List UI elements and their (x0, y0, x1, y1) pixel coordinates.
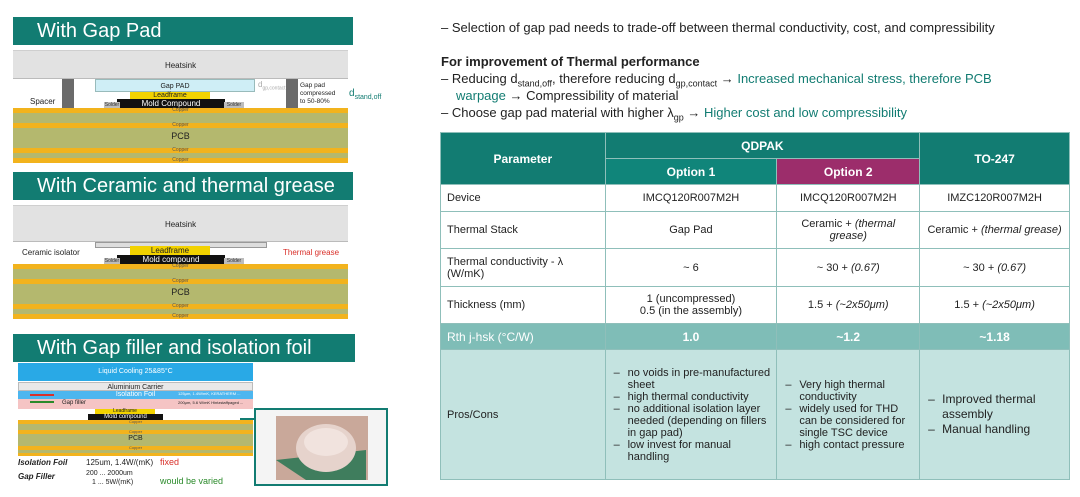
section-title-ceramic: With Ceramic and thermal grease (13, 172, 353, 200)
isolation-foil-layer: Isolation Foil (18, 391, 253, 399)
varied-label: would be varied (160, 476, 224, 486)
intro-bullet: – Selection of gap pad needs to trade-off between thermal conductivity, cost, and compressibility (441, 20, 995, 35)
pcb-stack-3: Copper Copper PCB Copper (18, 420, 253, 456)
spacer-post-left (62, 79, 74, 108)
arrow-foil (30, 394, 54, 396)
option-2-pros-list: – Very high thermal conductivity – widely used for THD can be considered for single TSC device – high contact pressure (783, 379, 913, 451)
compression-note: Gap pad compressed to 50-80% (300, 82, 336, 105)
table-row: Thickness (mm) 1 (uncompressed) 0.5 (in the assembly) 1.5 + (~2x50μm) 1.5 + (~2x50μm) (441, 287, 1070, 324)
pcb-label: PCB (171, 131, 190, 141)
header-to247: TO-247 (920, 133, 1070, 185)
header-qdpak: QDPAK (605, 133, 920, 159)
fixed-label: fixed (160, 457, 180, 467)
spacer-post-right (286, 79, 298, 108)
bullet-gap-pad-material: – Choose gap pad material with higher $\lambda_{gp}$ → Higher cost and low compressibility (441, 105, 907, 123)
aluminium-carrier-layer: Aluminium Carrier (18, 382, 253, 391)
foil-spec: 125μm, 1.4W/mK, KERATHERM ... (178, 391, 241, 396)
gap-filler-label: Gap filler (62, 400, 87, 406)
liquid-cooling-layer: Liquid Cooling 25&85°C (18, 363, 253, 381)
solder-left-2: Solder (104, 258, 120, 264)
table-row-pros-cons: Pros/Cons – no voids in pre-manufactured sheet – high thermal conductivity – no additional isolation layer needed (depending on fillers in gap pad) – low invest for manual handling – Very high thermal conductivity – widely used for THD can be considered for single TSC device – high contact pressure – Improved thermal assembly – Manual handling (441, 350, 1070, 480)
leadframe: Leadframe (130, 92, 210, 100)
header-option-2: Option 2 (777, 159, 920, 185)
pcb-label-3: PCB (128, 435, 143, 442)
mold-compound: Mold Compound (117, 99, 225, 108)
foil-value: 125um, 1.4W/(mK) (86, 458, 154, 467)
bullet-reduce-standoff-cont: warpage → Compressibility of material (456, 88, 679, 103)
solder-right: Solder (224, 102, 244, 108)
solder-right-2: Solder (224, 258, 244, 264)
solder-left: Solder (104, 102, 120, 108)
leadframe-3: Leadframe (95, 409, 155, 414)
section-heading: For improvement of Thermal performance (441, 54, 700, 69)
spacer-label: Spacer (30, 97, 56, 106)
thermal-grease-label: Thermal grease (283, 248, 340, 257)
heatsink-layer: Heatsink (13, 50, 348, 79)
section-title-gap-filler: With Gap filler and isolation foil (13, 334, 355, 362)
foil-label: Isolation Foil (18, 458, 68, 467)
section-title-gap-pad: With Gap Pad (13, 17, 353, 45)
header-option-1: Option 1 (605, 159, 777, 185)
table-row: Device IMCQ120R007M2H IMCQ120R007M2H IMZC120R007M2H (441, 185, 1070, 212)
leadframe-2: Leadframe (130, 246, 210, 255)
mold-compound-2: Mold compound (117, 255, 225, 264)
mold-compound-3: Mold compound (88, 414, 163, 420)
pcb-label-2: PCB (171, 287, 190, 297)
photo-pointer (240, 418, 256, 420)
arrow-filler (30, 401, 54, 403)
filler-value-2: 1 ... 5W/(mK) (92, 479, 134, 486)
table-row-rth: Rth j-hsk (°C/W) 1.0 ~1.2 ~1.18 (441, 324, 1070, 350)
header-parameter: Parameter (441, 133, 606, 185)
bullet-reduce-standoff: – Reducing $d_{stand,off}$, therefore reducing $d_{gp,contact}$ → Increased mechanical stress, therefore PCB (441, 71, 992, 89)
to247-pros-list: – Improved thermal assembly – Manual handling (926, 392, 1063, 437)
component-photo-frame (254, 408, 388, 486)
d-stand-off-label: $d_{stand,off}$ (349, 88, 382, 101)
option-1-pros-list: – no voids in pre-manufactured sheet – high thermal conductivity – no additional isolation layer needed (depending on fillers in gap pad) – low invest for manual handling (612, 367, 771, 463)
pcb-stack-1: Copper Copper PCB Copper Copper (13, 108, 348, 163)
gap-filler-spec: 200μm, 5.6 W/mK Hintzstaffpaged ... (178, 400, 244, 405)
table-row: Thermal conductivity - λ (W/mK) ~ 6 ~ 30 + (0.67) ~ 30 + (0.67) (441, 249, 1070, 287)
filler-value-1: 200 ... 2000um (86, 470, 133, 477)
d-gp-contact-label: $d_{gp,contact}$ (258, 80, 286, 92)
pcb-stack-2: Copper Copper PCB Copper Copper (13, 264, 348, 319)
component-photo (256, 410, 386, 484)
gap-pad-layer: Gap PAD (95, 79, 255, 92)
comparison-table (440, 132, 1070, 480)
table-row: Thermal Stack Gap Pad Ceramic + (thermal grease) Ceramic + (thermal grease) (441, 212, 1070, 249)
ceramic-isolator-label: Ceramic isolator (22, 248, 80, 257)
filler-label: Gap Filler (18, 472, 55, 481)
heatsink-layer-2: Heatsink (13, 205, 348, 242)
